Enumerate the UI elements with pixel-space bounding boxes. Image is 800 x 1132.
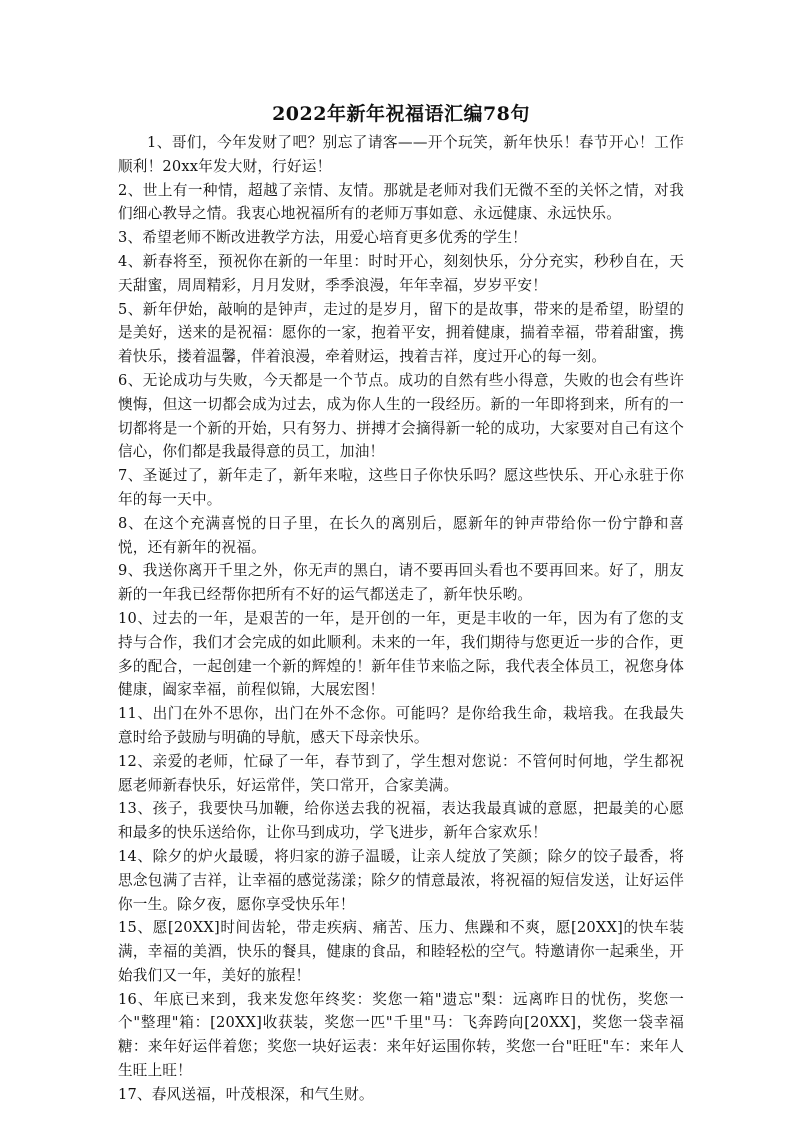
paragraph-1: 1、哥们，今年发财了吧？别忘了请客——开个玩笑，新年快乐！春节开心！工作顺利！20xx年发大财，行好运！: [118, 134, 684, 175]
paragraph-6: 6、无论成功与失败，今天都是一个节点。成功的自然有些小得意，失败的也会有些许懊悔，但这一切都会成为过去，成为你人生的一段经历。新的一年即将到来，所有的一切都将是一个新的开始，只有努力、拼搏才会摘得新一轮的成功，大家要对自己有这个信心，你们都是我最得意的员工，加油！: [118, 371, 684, 461]
paragraph-2: 2、世上有一种情，超越了亲情、友情。那就是老师对我们无微不至的关怀之情，对我们细心教导之情。我衷心地祝福所有的老师万事如意、永远健康、永远快乐。: [118, 181, 684, 223]
paragraph-12: 12、亲爱的老师，忙碌了一年，春节到了，学生想对您说：不管何时何地，学生都祝愿老师新春快乐，好运常伴，笑口常开，合家美满。: [118, 752, 684, 794]
paragraph-5: 5、新年伊始，敲响的是钟声，走过的是岁月，留下的是故事，带来的是希望，盼望的是美好，送来的是祝福：愿你的一家，抱着平安，拥着健康，揣着幸福，带着甜蜜，携着快乐，搂着温馨，伴着浪漫，牵着财运，拽着吉祥，度过开心的每一刻。: [118, 300, 684, 366]
paragraph-9: 9、我送你离开千里之外，你无声的黑白，请不要再回头看也不要再回来。好了，朋友新的一年我已经帮你把所有不好的运气都送走了，新年快乐哟。: [118, 562, 684, 604]
paragraph-4: 4、新春将至，预祝你在新的一年里：时时开心，刻刻快乐，分分充实，秒秒自在，天天甜蜜，周周精彩，月月发财，季季浪漫，年年幸福，岁岁平安！: [118, 252, 684, 294]
paragraph-3: 3、希望老师不断改进教学方法，用爱心培育更多优秀的学生！: [118, 229, 527, 247]
paragraph-14: 14、除夕的炉火最暖，将归家的游子温暖，让亲人绽放了笑颜；除夕的饺子最香，将思念包满了吉祥，让幸福的感觉荡漾；除夕的情意最浓，将祝福的短信发送，让好运伴你一生。除夕夜，愿你享受快乐年！: [118, 847, 684, 913]
paragraph-17: 17、春风送福，叶茂根深，和气生财。: [118, 1085, 374, 1103]
paragraph-16: 16、年底已来到，我来发您年终奖：奖您一箱"遗忘"梨：远离昨日的忧伤，奖您一个"整理"箱：[20XX]收获装，奖您一匹"千里"马：飞奔跨向[20XX]，奖您一袋幸福糖：来年好运伴着您；奖您一块好运表：来年好运围你转，奖您一台"旺旺"车：来年人生旺上旺！: [118, 990, 684, 1080]
paragraph-10: 10、过去的一年，是艰苦的一年，是开创的一年，更是丰收的一年，因为有了您的支持与合作，我们才会完成的如此顺利。未来的一年，我们期待与您更近一步的合作，更多的配合，一起创建一个新的辉煌的！新年佳节来临之际，我代表全体员工，祝您身体健康，阖家幸福，前程似锦，大展宏图！: [118, 609, 684, 699]
document-title: 2022年新年祝福语汇编78句: [272, 103, 530, 125]
paragraph-15: 15、愿[20XX]时间齿轮，带走疾病、痛苦、压力、焦躁和不爽，愿[20XX]的快车装满，幸福的美酒，快乐的餐具，健康的食品，和睦轻松的空气。特邀请你一起乘坐，开始我们又一年，美好的旅程！: [118, 919, 684, 984]
paragraph-13: 13、孩子，我要快马加鞭，给你送去我的祝福，表达我最真诚的意愿，把最美的心愿和最多的快乐送给你，让你马到成功，学飞进步，新年合家欢乐！: [118, 800, 684, 842]
paragraph-11: 11、出门在外不思你，出门在外不念你。可能吗？是你给我生命，栽培我。在我最失意时给予鼓励与明确的导航，感天下母亲快乐。: [118, 705, 684, 746]
paragraph-8: 8、在这个充满喜悦的日子里，在长久的离别后，愿新年的钟声带给你一份宁静和喜悦，还有新年的祝福。: [118, 514, 684, 556]
document-page: [118, 100, 684, 1107]
paragraph-7: 7、圣诞过了，新年走了，新年来啦，这些日子你快乐吗？愿这些快乐、开心永驻于你年的每一天中。: [118, 467, 684, 508]
